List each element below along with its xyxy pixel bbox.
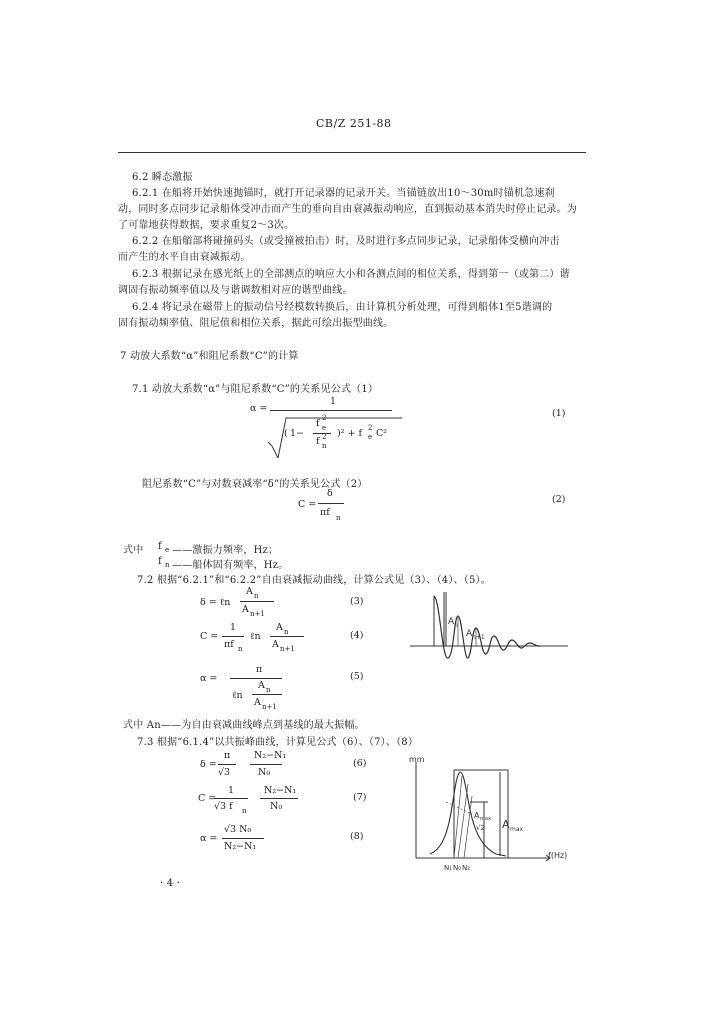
eq6-rnum: N₂−N₁ <box>254 750 287 761</box>
eq3-fraction-bar <box>240 601 274 602</box>
eq7-den: √3 f <box>214 801 233 812</box>
header-rule <box>118 152 586 153</box>
eq1-fn-sub: n <box>322 442 327 450</box>
eq6-lhs: δ = <box>200 759 217 770</box>
para-6-2-3-line1: 6.2.3 根据记录在感光纸上的全部测点的响应大小和各测点间的相位关系，得到第一（或第二）谐 <box>132 269 570 280</box>
para-6-2-4-line1: 6.2.4 将记录在磁带上的振动信号经模数转换后，由计算机分析处理，可得到船体1至5谐调的 <box>132 302 553 313</box>
eq7-number: (7) <box>353 792 367 803</box>
label-an: A <box>448 617 455 627</box>
eq3-den: A <box>242 604 249 615</box>
relation-2-text: 阻尼系数“C”与对数衰减率“δ”的关系见公式（2） <box>142 479 368 490</box>
eq5-inner-bar <box>252 694 282 695</box>
eq1-c-squared: C² <box>376 428 388 439</box>
eq4-den: πf <box>224 639 234 650</box>
fe-symbol: f <box>158 541 162 552</box>
eq1-fe: f <box>316 418 320 429</box>
fn-subscript: n <box>165 561 170 569</box>
eq1-number: (1) <box>552 408 566 419</box>
eq5-lhs: α = <box>200 673 218 684</box>
eq6-number: (6) <box>353 758 367 769</box>
para-6-2-2-line1: 6.2.2 在船艏部将碰撞码头（或受撞被拍击）时，及时进行多点同步记录，记录船体受横向冲击 <box>132 236 560 247</box>
label-an1: A <box>466 629 473 639</box>
label-n2: N₂ <box>462 864 471 872</box>
eq1-one-minus: 1− <box>290 428 305 439</box>
document-code: CB/Z 251-88 <box>316 117 392 130</box>
eq7-num: 1 <box>228 785 235 796</box>
resonance-figure <box>400 756 580 878</box>
fe-subscript: e <box>165 546 170 554</box>
label-n0: N₀ <box>453 864 462 872</box>
eq7-inner-bar <box>260 798 298 799</box>
label-amax-sub: max <box>510 826 524 833</box>
section-7-title: 7 动放大系数“α”和阻尼系数“C”的计算 <box>120 351 299 362</box>
eq2-lhs: C = <box>298 499 317 510</box>
eq5-anum: A <box>258 680 265 691</box>
label-amax: A <box>502 818 510 831</box>
eq6-rden: N₀ <box>258 767 271 778</box>
eq8-den: N₂−N₁ <box>224 841 257 852</box>
eq5-aden: A <box>254 697 261 708</box>
eq3-lhs: δ = ℓn <box>200 597 231 608</box>
eq6-fraction-bar <box>218 764 236 765</box>
eq7-rden: N₀ <box>270 801 283 812</box>
page-number: · 4 · <box>160 878 181 889</box>
eq4-anum: A <box>276 622 283 633</box>
where-an-text: 式中 An——为自由衰减曲线峰点到基线的最大振幅。 <box>123 720 365 731</box>
eq5-anum-sub: n <box>266 686 271 694</box>
eq7-fraction-bar <box>214 798 248 799</box>
eq1-fn: f <box>316 436 320 447</box>
eq1-fraction-bar <box>270 410 392 411</box>
eq7-rnum: N₂−N₁ <box>264 785 297 796</box>
section-7-2-text: 7.2 根据“6.2.1”和“6.2.2”自由衰减振动曲线，计算公式见（3）、（4）、（5）。 <box>137 575 491 586</box>
eq5-fraction-bar <box>230 678 282 679</box>
eq4-num: 1 <box>230 622 237 633</box>
eq1-fe-exp: 2 <box>322 414 327 422</box>
eq2-denominator: πf <box>320 507 330 518</box>
eq1-fe-sub: e <box>322 424 327 432</box>
fn-symbol: f <box>158 556 162 567</box>
eq1-fe2-exp: 2 <box>368 424 373 432</box>
eq5-ln: ℓn <box>232 690 243 701</box>
eq5-number: (5) <box>350 671 364 682</box>
eq4-number: (4) <box>350 630 364 641</box>
eq2-numerator: δ <box>327 488 333 499</box>
eq8-lhs: α = <box>200 833 218 844</box>
eq8-number: (8) <box>350 831 364 842</box>
eq1-fe2-sub: e <box>368 433 373 441</box>
eq3-num: A <box>246 586 253 597</box>
eq4-inner-bar <box>270 636 304 637</box>
eq6-den: √3 <box>218 767 231 778</box>
eq1-numerator: 1 <box>330 396 337 407</box>
label-n1: N₁ <box>444 864 453 872</box>
para-6-2-1-line3: 了可靠地获得数据，要求重复2～3次。 <box>118 220 295 231</box>
eq8-num: √3 N₀ <box>224 824 252 835</box>
eq2-number: (2) <box>552 494 566 505</box>
eq2-fraction-bar <box>318 503 344 504</box>
eq4-lhs: C = <box>200 631 219 642</box>
y-axis-label: mm <box>409 756 425 764</box>
eq5-aden-sub: n+1 <box>262 703 277 711</box>
eq1-open-paren: ( <box>284 428 288 439</box>
eq2-den-sub: n <box>336 514 341 522</box>
eq4-anum-sub: n <box>284 628 289 636</box>
eq4-fraction-bar <box>222 636 244 637</box>
para-6-2-3-line2: 调固有振动频率值以及与谐调数相对应的谐型曲线。 <box>118 285 353 296</box>
eq4-den-sub: n <box>238 645 243 653</box>
eq8-fraction-bar <box>222 838 264 839</box>
para-6-2-1-line1: 6.2.1 在船将开始快速抛锚时，就打开记录器的记录开关。当锚链放出10～30m时锚机急速刹 <box>132 188 555 199</box>
label-amax-half-sub: max <box>480 816 491 822</box>
para-6-2-2-line2: 而产生的水平自由衰减振动。 <box>118 252 251 263</box>
fn-description: ——船体固有频率，Hz。 <box>172 560 289 571</box>
fe-description: ——激振力频率，Hz； <box>172 545 279 556</box>
eq3-number: (3) <box>350 596 364 607</box>
eq6-num: π <box>224 750 231 761</box>
label-an-sub: n <box>454 622 458 629</box>
para-6-2-1-line2: 动，同时多点同步记录船体受冲击而产生的垂向自由衰减振动响应，直到振动基本消失时停止记录。为 <box>118 204 577 215</box>
eq5-num: π <box>256 664 263 675</box>
eq3-den-sub: n+1 <box>250 610 265 618</box>
label-an1-sub: n+1 <box>472 634 485 641</box>
eq7-lhs: C = <box>198 793 217 804</box>
para-6-2-4-line2: 固有振动频率值、阻尼值和相位关系，据此可绘出振型曲线。 <box>118 318 394 329</box>
eq6-inner-bar <box>250 764 282 765</box>
eq4-ln: ℓn <box>250 631 261 642</box>
section-7-1-text: 7.1 动放大系数“α”与阻尼系数“C”的关系见公式（1） <box>132 384 379 395</box>
eq1-fn-exp: 2 <box>322 433 327 441</box>
label-sqrt2: √2 <box>476 824 485 832</box>
eq7-den-sub: n <box>242 807 247 815</box>
x-axis-label: f(Hz) <box>548 851 568 860</box>
decay-curve <box>434 596 540 658</box>
eq3-num-sub: n <box>254 592 259 600</box>
eq1-plus-fe: )² + f <box>337 428 363 439</box>
section-6-2-title: 6.2 瞬态激振 <box>132 172 193 183</box>
eq4-aden-sub: n+1 <box>280 645 295 653</box>
eq4-aden: A <box>272 639 279 650</box>
where-label: 式中 <box>123 545 144 556</box>
free-decay-figure <box>406 588 572 670</box>
eq1-lhs: α = <box>250 403 268 414</box>
section-7-3-text: 7.3 根据“6.1.4”以共振峰曲线，计算见公式（6）、（7）、（8） <box>137 737 419 748</box>
label-amax-half: A <box>474 811 480 820</box>
